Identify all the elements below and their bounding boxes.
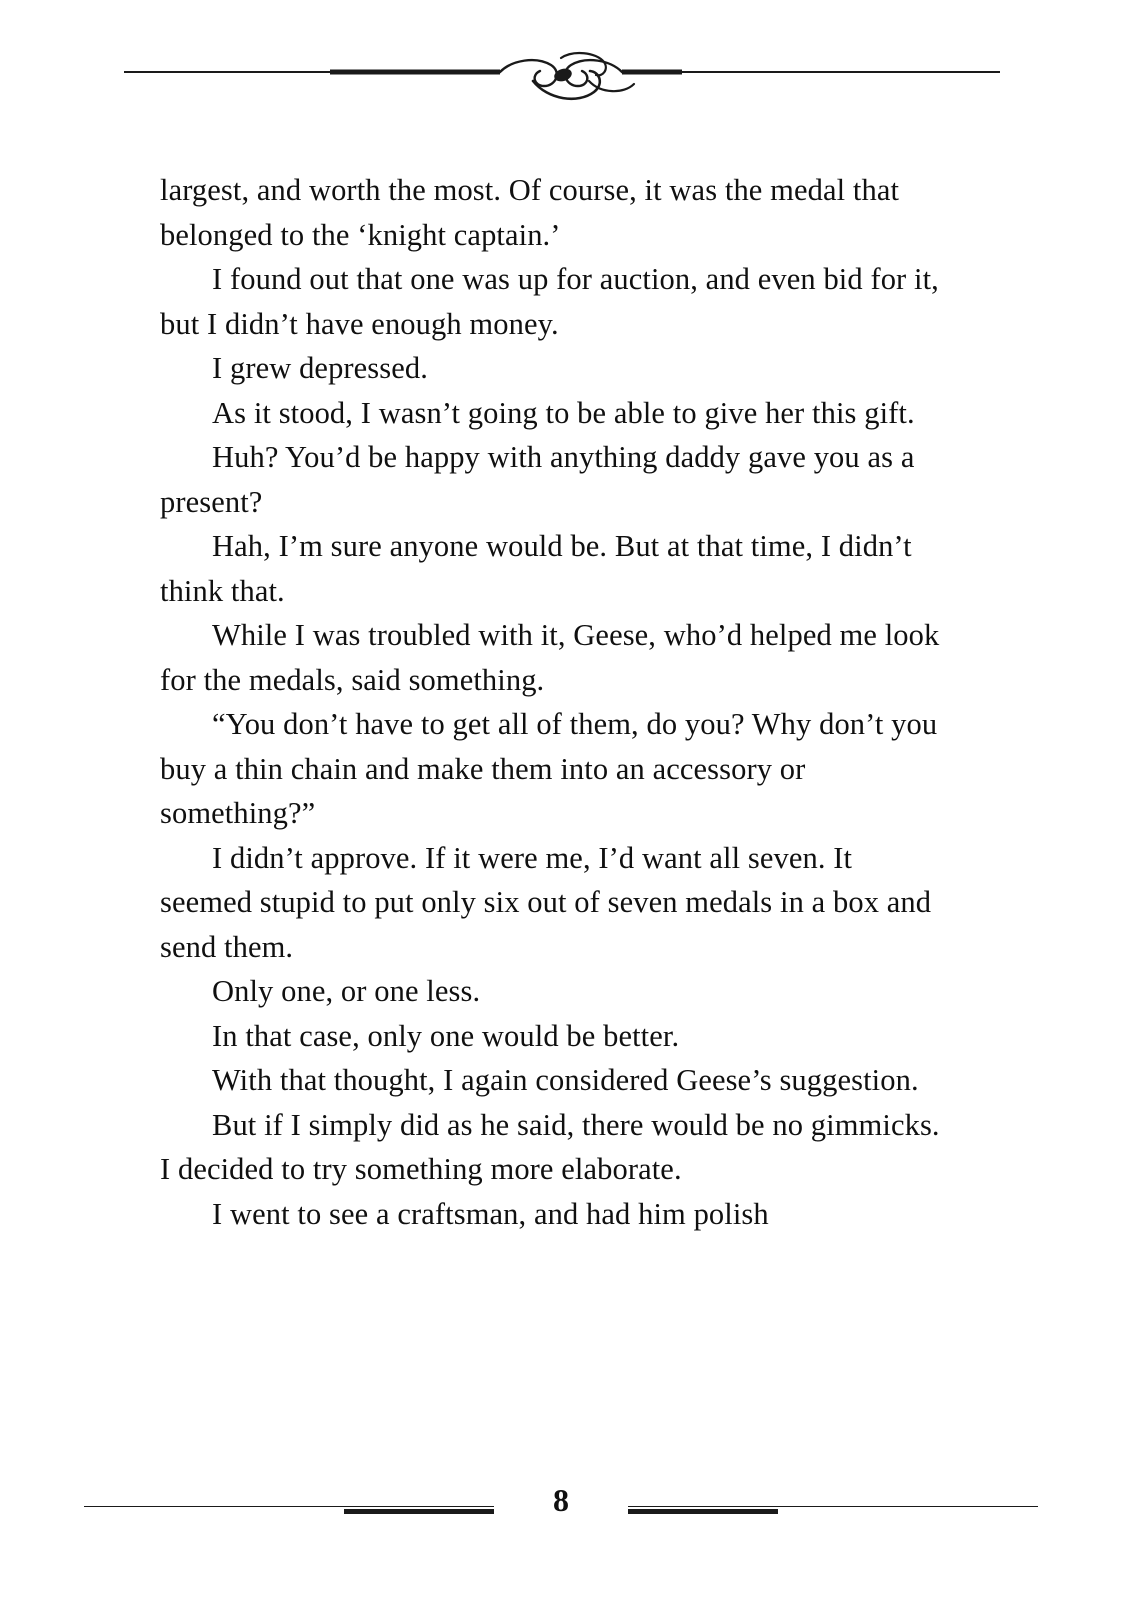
paragraph: “You don’t have to get all of them, do you? Why don’t you buy a thin chain and make them into an accessory or something?” [160, 707, 938, 830]
page-number: 8 [553, 1482, 569, 1518]
paragraph: I went to see a craftsman, and had him polish [212, 1196, 769, 1231]
paragraph: While I was troubled with it, Geese, who’d helped me look for the medals, said something. [160, 618, 940, 697]
paragraph: I didn’t approve. If it were me, I’d want all seven. It seemed stupid to put only six out of seven medals in a box and send them. [160, 840, 932, 964]
paragraph: I grew depressed. [212, 351, 428, 385]
page-body-text [160, 168, 950, 1236]
paragraph: I found out that one was up for auction, and even bid for it, but I didn’t have enough money. [160, 262, 939, 341]
flourish-divider-icon [0, 48, 1122, 108]
paragraph: Hah, I’m sure anyone would be. But at that time, I didn’t think that. [160, 529, 912, 608]
paragraph: Huh? You’d be happy with anything daddy gave you as a present? [160, 440, 915, 519]
paragraph: In that case, only one would be better. [212, 1018, 680, 1053]
paragraph: largest, and worth the most. Of course, it was the medal that belonged to the ‘knight captain.’ [160, 173, 900, 252]
paragraph: But if I simply did as he said, there would be no gimmicks. I decided to try something more elaborate. [160, 1107, 940, 1186]
paragraph: Only one, or one less. [212, 974, 481, 1008]
paragraph: With that thought, I again considered Geese’s suggestion. [212, 1063, 919, 1097]
paragraph: As it stood, I wasn’t going to be able to give her this gift. [212, 395, 915, 430]
page-footer [0, 1482, 1122, 1526]
